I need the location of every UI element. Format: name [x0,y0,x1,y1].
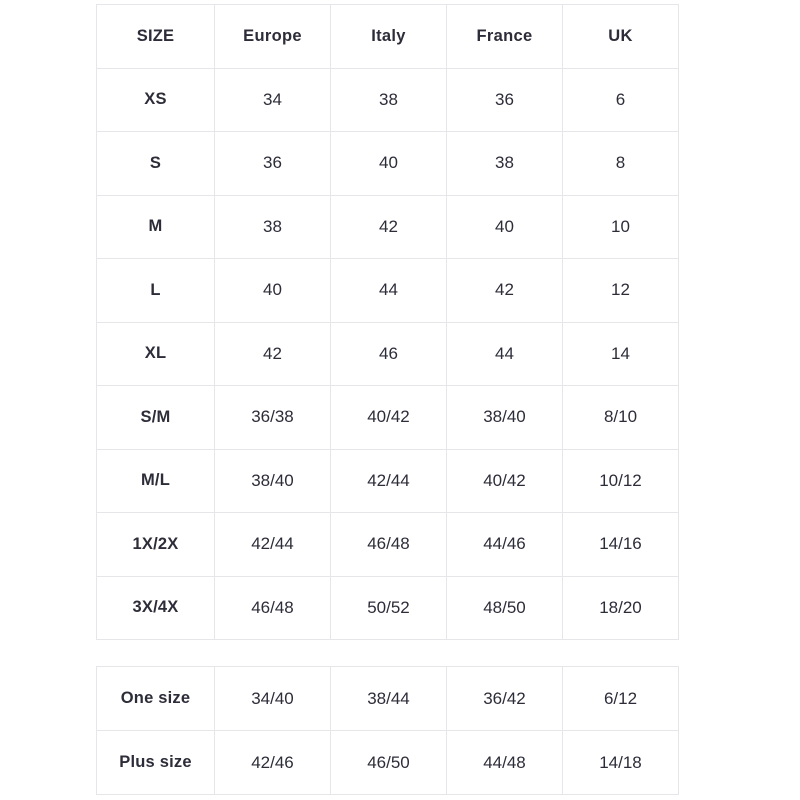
column-header-italy: Italy [331,5,447,69]
cell-france: 44/46 [447,513,563,577]
cell-italy: 38/44 [331,667,447,731]
table-row [97,449,679,513]
table-row [97,259,679,323]
cell-italy: 46/48 [331,513,447,577]
cell-italy: 42 [331,195,447,259]
cell-italy: 42/44 [331,449,447,513]
row-label: S [97,132,215,196]
table-row [97,513,679,577]
column-header-france: France [447,5,563,69]
cell-france: 36/42 [447,667,563,731]
cell-uk: 10/12 [563,449,679,513]
cell-france: 44 [447,322,563,386]
table-row [97,386,679,450]
cell-france: 36 [447,68,563,132]
cell-italy: 46 [331,322,447,386]
cell-uk: 12 [563,259,679,323]
cell-uk: 8/10 [563,386,679,450]
cell-europe: 36 [215,132,331,196]
column-header-size: SIZE [97,5,215,69]
cell-france: 44/48 [447,731,563,795]
cell-france: 48/50 [447,576,563,640]
column-header-uk: UK [563,5,679,69]
cell-uk: 18/20 [563,576,679,640]
table-header-row [97,5,679,69]
cell-uk: 14 [563,322,679,386]
table-row [97,667,679,731]
column-header-europe: Europe [215,5,331,69]
table-row [97,322,679,386]
row-label: 1X/2X [97,513,215,577]
table-body [97,667,679,795]
cell-france: 38 [447,132,563,196]
cell-uk: 14/16 [563,513,679,577]
table-row [97,195,679,259]
table-row [97,576,679,640]
cell-europe: 46/48 [215,576,331,640]
cell-uk: 14/18 [563,731,679,795]
cell-europe: 36/38 [215,386,331,450]
cell-uk: 6/12 [563,667,679,731]
row-label: M [97,195,215,259]
table-row [97,68,679,132]
table-row [97,731,679,795]
row-label: XS [97,68,215,132]
cell-europe: 42 [215,322,331,386]
cell-italy: 38 [331,68,447,132]
one-size-conversion-table [96,666,679,795]
cell-uk: 6 [563,68,679,132]
cell-europe: 40 [215,259,331,323]
row-label: S/M [97,386,215,450]
row-label: Plus size [97,731,215,795]
cell-france: 40 [447,195,563,259]
row-label: One size [97,667,215,731]
cell-uk: 10 [563,195,679,259]
table-header [97,5,679,69]
cell-italy: 44 [331,259,447,323]
row-label: XL [97,322,215,386]
row-label: L [97,259,215,323]
table-body [97,68,679,640]
cell-italy: 40 [331,132,447,196]
cell-france: 38/40 [447,386,563,450]
cell-europe: 42/46 [215,731,331,795]
cell-france: 42 [447,259,563,323]
cell-europe: 34/40 [215,667,331,731]
cell-europe: 38/40 [215,449,331,513]
cell-italy: 40/42 [331,386,447,450]
cell-europe: 38 [215,195,331,259]
cell-italy: 50/52 [331,576,447,640]
cell-france: 40/42 [447,449,563,513]
size-conversion-table [96,4,679,640]
cell-europe: 42/44 [215,513,331,577]
cell-uk: 8 [563,132,679,196]
row-label: M/L [97,449,215,513]
cell-italy: 46/50 [331,731,447,795]
row-label: 3X/4X [97,576,215,640]
table-row [97,132,679,196]
cell-europe: 34 [215,68,331,132]
